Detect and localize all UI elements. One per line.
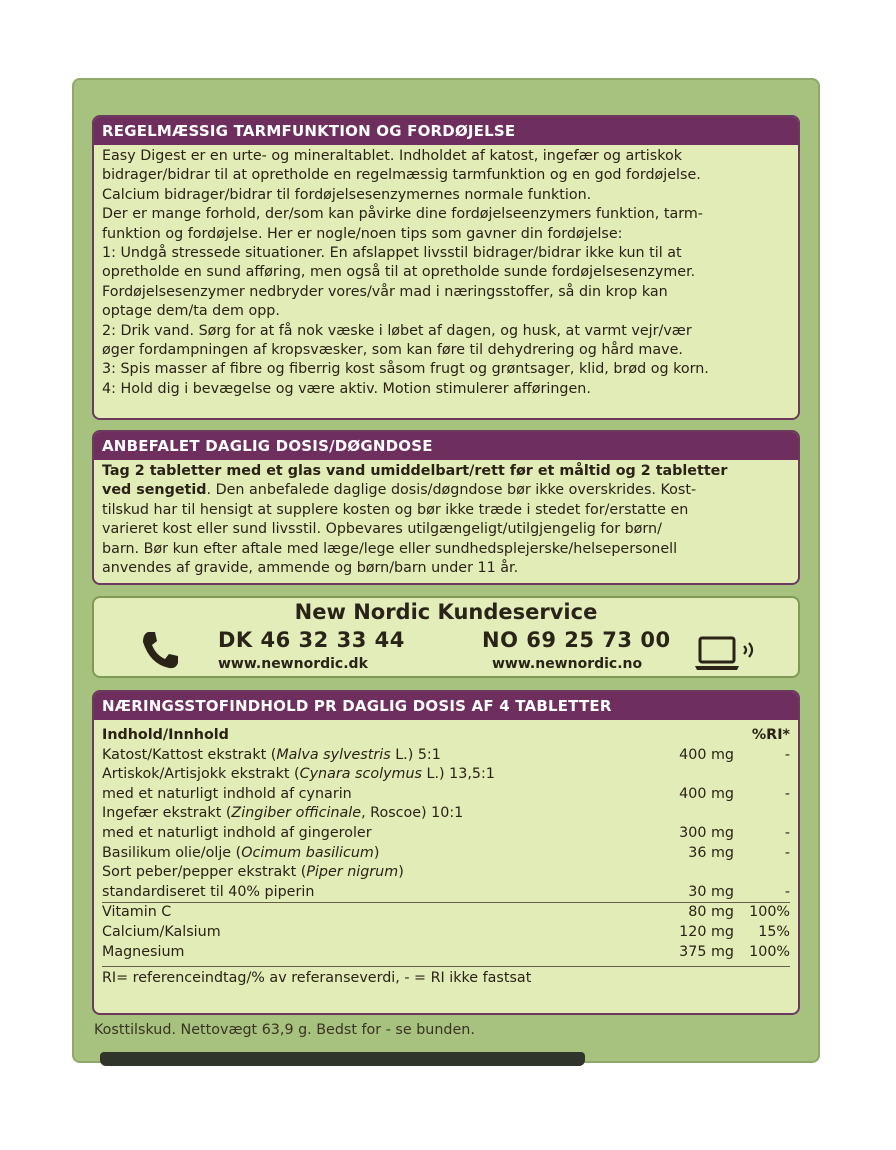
customer-service-title: New Nordic Kundeservice — [294, 600, 598, 624]
nutrition-table — [102, 726, 790, 962]
text-line: 2: Drik vand. Sørg for at få nok væske i løbet af dagen, og husk, at varmt vejr/vær — [102, 322, 692, 339]
text-line: varieret kost eller sund livsstil. Opbevares utilgængeligt/utilgjengelig for børn/ — [102, 521, 662, 538]
dosage-bold-fragment: ved sengetid — [102, 482, 207, 499]
laptop-sound-icon — [694, 636, 760, 672]
dosage-rest-fragment: . Den anbefalede daglige dosis/døgndose bør ikke overskrides. Kost- — [206, 482, 697, 499]
text-line: Der er mange forhold, der/som kan påvirke dine fordøjelseenzymers funktion, tarm- — [102, 206, 703, 223]
table-row: Magnesium 375 mg 100% — [102, 943, 790, 960]
text-line: bidrager/bidrar til at opretholde en regelmæssig tarmfunktion og en god fordøjelse. — [102, 167, 701, 184]
table-row: med et naturligt indhold af gingeroler 300 mg - — [102, 824, 790, 841]
table-row: Katost/Kattost ekstrakt (Malva sylvestris L.) 5:1 400 mg - — [102, 746, 790, 763]
no-website: www.newnordic.no — [492, 656, 643, 672]
text-line: 4: Hold dig i bevægelse og være aktiv. Motion stimulerer afføringen. — [102, 380, 591, 397]
text-line — [102, 481, 790, 500]
dosage-panel — [92, 430, 800, 585]
dk-website: www.newnordic.dk — [218, 656, 368, 672]
dosage-text — [94, 460, 798, 582]
digestion-info-panel — [92, 115, 800, 420]
net-weight-text: Kosttilskud. Nettovægt 63,9 g. Bedst for - se bunden. — [94, 1022, 475, 1038]
text-line: barn. Bør kun efter aftale med læge/lege eller sundhedsplejerske/helsepersonell — [102, 540, 678, 557]
dosage-heading: ANBEFALET DAGLIG DOSIS/DØGNDOSE — [94, 432, 798, 460]
table-row: Vitamin C 80 mg 100% — [102, 903, 790, 923]
table-row: med et naturligt indhold af cynarin 400 mg - — [102, 785, 790, 802]
phone-handset-icon — [138, 628, 182, 672]
dosage-bold-line: Tag 2 tabletter med et glas vand umiddelbart/rett før et måltid og 2 tabletter — [102, 463, 728, 479]
no-phone-number: NO 69 25 73 00 — [482, 628, 671, 652]
text-line: Easy Digest er en urte- og mineraltablet. Indholdet af katost, ingefær og artiskok — [102, 148, 683, 164]
table-row: Sort peber/pepper ekstrakt (Piper nigrum) — [102, 864, 404, 881]
table-row: Calcium/Kalsium 120 mg 15% — [102, 923, 790, 940]
customer-service-panel — [92, 596, 800, 678]
text-line: anvendes af gravide, ammende og børn/barn under 11 år. — [102, 560, 519, 577]
ri-column-header: %RI* — [751, 727, 790, 743]
text-line: 3: Spis masser af fibre og fiberrig kost såsom frugt og grøntsager, klid, brød og korn. — [102, 361, 709, 378]
digestion-heading: REGELMÆSSIG TARMFUNKTION OG FORDØJELSE — [94, 117, 798, 145]
table-row: Ingefær ekstrakt (Zingiber officinale, Roscoe) 10:1 — [102, 805, 464, 822]
content-column-header: Indhold/Innhold — [102, 727, 229, 743]
text-line: opretholde en sund afføring, men også til at opretholde sunde fordøjelsesenzymer. — [102, 264, 696, 281]
nutrition-body — [94, 720, 798, 993]
text-line: øger fordampningen af kropsvæsker, som kan føre til dehydrering og hård mave. — [102, 342, 683, 359]
table-header-row — [102, 726, 790, 746]
dk-phone-number: DK 46 32 33 44 — [218, 628, 405, 652]
text-line: tilskud har til hensigt at supplere kosten og bør ikke træde i stedet for/erstatte en — [102, 501, 689, 518]
digestion-text — [94, 145, 798, 403]
table-row: Artiskok/Artisjokk ekstrakt (Cynara scolymus L.) 13,5:1 — [102, 766, 495, 783]
package-bottom-edge — [100, 1052, 585, 1066]
text-line: Fordøjelsesenzymer nedbryder vores/vår mad i næringsstoffer, så din krop kan — [102, 283, 668, 300]
ri-footnote: RI= referenceindtag/% av referanseverdi, - = RI ikke fastsat — [102, 966, 790, 988]
nutrition-panel — [92, 690, 800, 1015]
text-line: 1: Undgå stressede situationer. En afslappet livsstil bidrager/bidrar ikke kun til at — [102, 245, 682, 262]
nutrition-heading: NÆRINGSSTOFINDHOLD PR DAGLIG DOSIS AF 4 TABLETTER — [94, 692, 798, 720]
table-row: standardiseret til 40% piperin 30 mg - — [102, 883, 790, 900]
table-row: Basilikum olie/olje (Ocimum basilicum) 36 mg - — [102, 844, 790, 861]
text-line: Calcium bidrager/bidrar til fordøjelsesenzymernes normale funktion. — [102, 186, 592, 203]
text-line: funktion og fordøjelse. Her er nogle/noen tips som gavner din fordøjelse: — [102, 225, 623, 242]
text-line: optage dem/ta dem opp. — [102, 303, 280, 320]
